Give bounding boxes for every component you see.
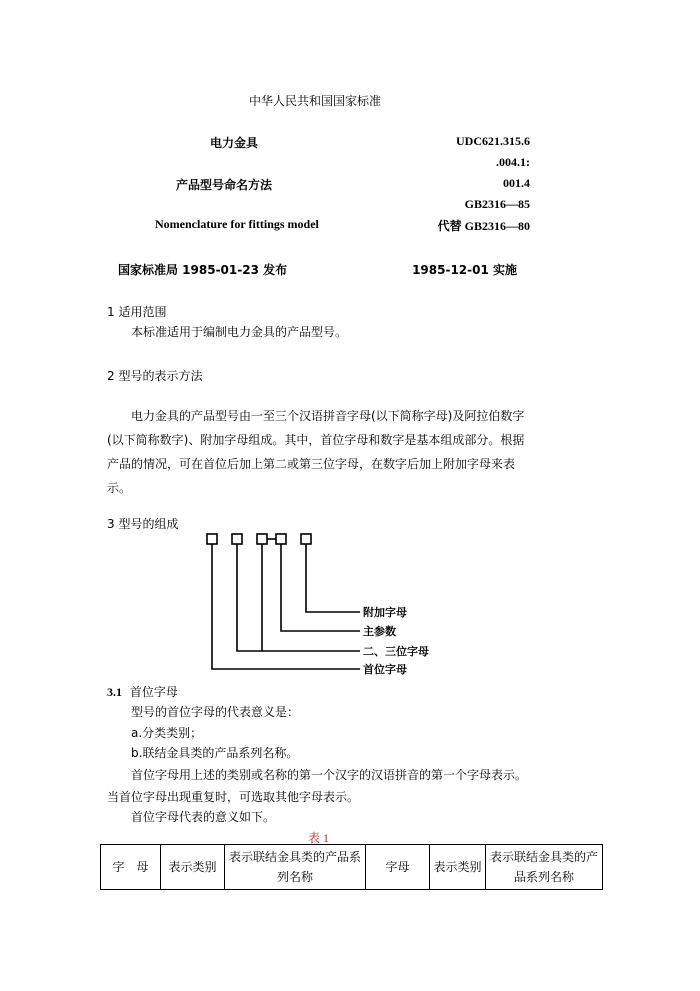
table-header-cell: 表示联结金具类的产品系列名称 [486,845,603,890]
section-3-1-title: 首位字母 [129,685,178,699]
first-letter-box [207,534,217,544]
gb-code: GB2316—85 [464,197,530,211]
standard-title-en: Nomenclature for fittings model [155,217,319,231]
effective-date: 1985-12-01 实施 [412,263,517,277]
udc-line-3: 001.4 [503,176,530,190]
table-1-header-row [101,845,603,890]
section-3-1-text: 首位字母用上述的类别或名称的第一个汉字的汉语拼音的第一个字母表示。当首位字母出现重复时，可选取其他字母表示。 [107,768,528,804]
replaces-code: 代替 GB2316—80 [437,219,530,233]
standard-subtitle-cn: 产品型号命名方法 [176,178,273,192]
udc-line-1: UDC621.315.6 [456,134,530,148]
table-header-cell: 字母 [366,845,430,890]
main-parameter-box [257,534,267,544]
suffix-letter-box [301,534,311,544]
table-1-caption: 表 1 [308,831,330,845]
section-3-1-item-a: a.分类类别； [131,726,203,740]
table-header-cell: 表示联结金具类的产品系列名称 [225,845,366,890]
diagram-label-main-param: 主参数 [363,625,396,638]
diagram-label-suffix: 附加字母 [363,606,407,619]
udc-line-2: .004.1: [496,155,530,169]
section-3-heading: 3 型号的组成 [107,517,179,531]
standard-title-cn: 电力金具 [210,136,259,150]
diagram-label-second-third: 二、三位字母 [363,645,429,658]
table-header-cell: 字 母 [101,845,161,890]
second-letter-box [232,534,242,544]
table-header-cell: 表示类别 [161,845,225,890]
section-2-heading: 2 型号的表示方法 [107,369,203,383]
table-header-cell: 表示类别 [430,845,486,890]
section-1-heading: 1 适用范围 [107,305,167,319]
diagram-label-first: 首位字母 [363,663,407,676]
main-parameter-box-2 [276,534,286,544]
section-3-1-heading [107,683,178,700]
model-composition-diagram [200,528,450,680]
issue-date: 国家标准局 1985-01-23 发布 [118,263,288,277]
section-3-1-number: 3.1 [107,685,122,699]
national-standard-title: 中华人民共和国国家标准 [249,94,382,108]
section-3-1-intro: 型号的首位字母的代表意义是： [131,705,300,719]
section-2-text: 电力金具的产品型号由一至三个汉语拼音字母(以下简称字母)及阿拉伯数字(以下简称数字)、附加字母组成。其中，首位字母和数字是基本组成部分。根据产品的情况，可在首位后加上第二或第三位字母，在数字后加上附加字母来表示。 [107,409,525,495]
section-1-text: 本标准适用于编制电力金具的产品型号。 [131,325,348,339]
section-3-1-outro: 首位字母代表的意义如下。 [131,810,276,824]
section-3-1-item-b: b.联结金具类的产品系列名称。 [131,746,299,760]
table-1 [100,844,603,890]
